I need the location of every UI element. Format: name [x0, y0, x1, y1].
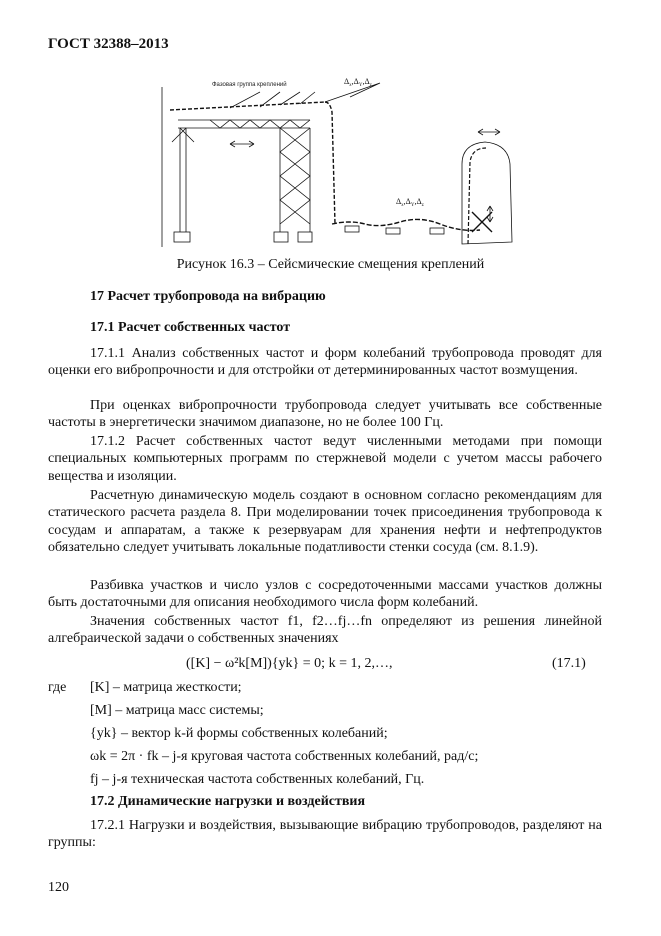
page-number: 120: [48, 880, 69, 895]
seismic-displacement-figure: [150, 72, 530, 252]
document-header: ГОСТ 32388–2013: [48, 36, 169, 52]
definition-item: [K] – матрица жесткости;: [90, 680, 242, 695]
paragraph: Значения собственных частот f1, f2…fj…fn определяют из решения линейной алгебраической задачи о собственных значениях: [48, 614, 602, 647]
svg-text:Δx,ΔY,Δz: $\Delta_x,\Delta_Y,\Delta_z$: [344, 77, 372, 88]
where-label: где: [48, 680, 67, 695]
section-heading-17-2: 17.2 Динамические нагрузки и воздействия: [90, 794, 366, 809]
figure-caption: Рисунок 16.3 – Сейсмические смещения креплений: [176, 257, 485, 272]
equation-number: (17.1): [552, 656, 586, 671]
svg-text:Δx,ΔY,Δz: $\Delta_x,\Delta_Y,\Delta_z$: [396, 197, 424, 208]
paragraph: Разбивка участков и число узлов с сосредоточенными массами участков должны быть достаточными для описания необходимого числа форм колебаний.: [48, 578, 602, 611]
definition-item: [M] – матрица масс системы;: [90, 703, 264, 718]
paragraph: 17.1.2 Расчет собственных частот ведут численными методами при помощи специальных компьютерных программ по стержневой модели с учетом массы рабочего вещества и изоляции.: [48, 434, 602, 484]
paragraph: Расчетную динамическую модель создают в основном согласно рекомендациям для статического расчета раздела 8. При моделировании точек присоединения трубопровода к сосудам и аппаратам, а также к резервуарам для хранения нефти и нефтепродуктов обязательно следует учитывать локальные податливости стенки сосуда (см. 8.1.9).: [48, 488, 602, 556]
paragraph: При оценках вибропрочности трубопровода следует учитывать все собственные частоты в энергетически значимом диапазоне, но не более 100 Гц.: [48, 398, 602, 431]
section-heading-17-1: 17.1 Расчет собственных частот: [90, 320, 291, 335]
paragraph: 17.2.1 Нагрузки и воздействия, вызывающие вибрацию трубопроводов, разделяют на группы:: [48, 818, 602, 851]
definition-item: fj – j-я техническая частота собственных колебаний, Гц.: [90, 772, 425, 787]
section-heading-17: 17 Расчет трубопровода на вибрацию: [90, 289, 326, 304]
definition-item: ωk = 2π · fk – j-я круговая частота собственных колебаний, рад/с;: [90, 749, 479, 764]
definition-item: {yk} – вектор k-й формы собственных колебаний;: [90, 726, 388, 741]
paragraph: 17.1.1 Анализ собственных частот и форм колебаний трубопровода проводят для оценки его вибропрочности и для отстройки от детерминированных частот возмущения.: [48, 346, 602, 379]
equation-17-1: ([K] − ω²k[M]){yk} = 0; k = 1, 2,…,: [186, 656, 393, 671]
figure-label-top: Фазовая группа креплений: [212, 82, 287, 88]
